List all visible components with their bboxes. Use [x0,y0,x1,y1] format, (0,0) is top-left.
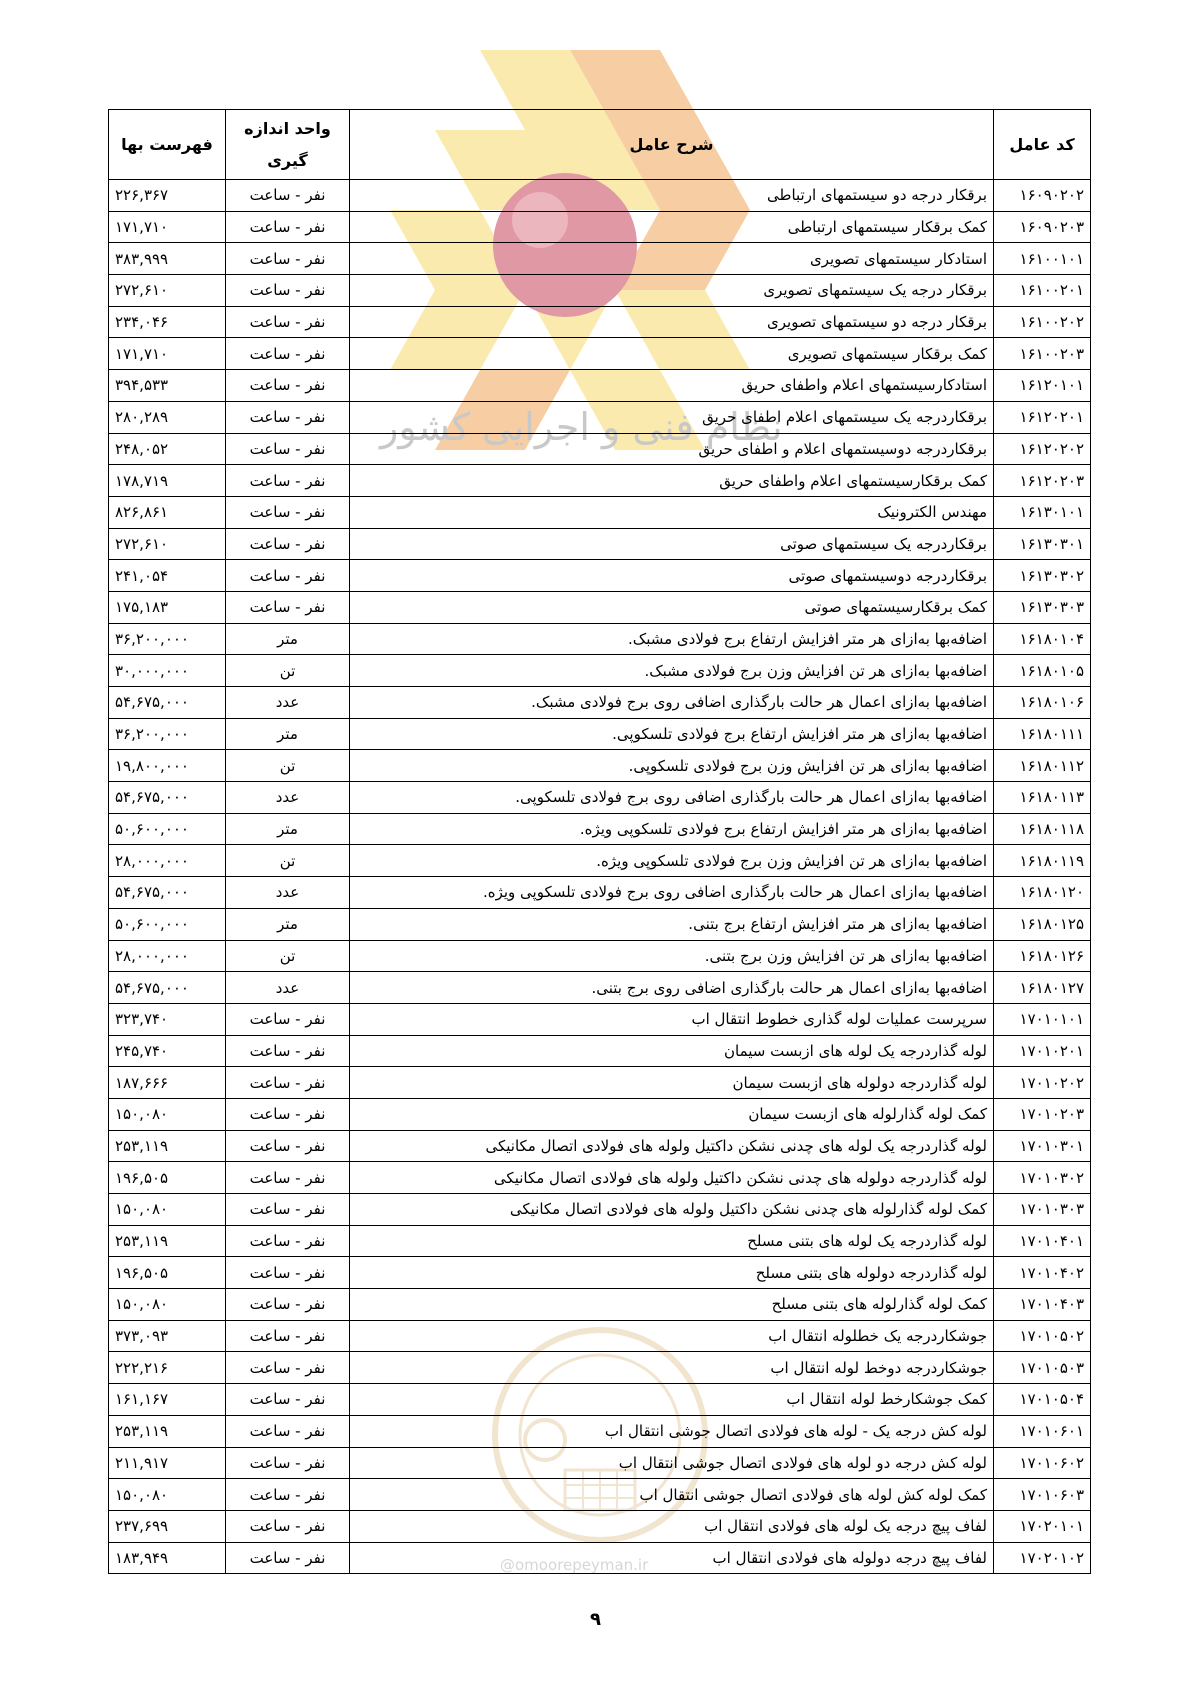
cell-code: ۱۶۱۲۰۲۰۲ [994,433,1091,465]
cell-code: ۱۷۰۱۰۵۰۲ [994,1320,1091,1352]
cell-desc: کمک لوله کش لوله های فولادی اتصال جوشی انتقال اب [350,1479,994,1511]
table-row [109,370,1091,402]
cell-price: ۳۷۳,۰۹۳ [109,1320,226,1352]
table-row [109,560,1091,592]
cell-desc: کمک برقکارسیستمهای صوتی [350,591,994,623]
table-row [109,655,1091,687]
cell-code: ۱۷۰۱۰۲۰۲ [994,1067,1091,1099]
watermark-url: @omoorepeyman.ir [500,1556,649,1574]
table-row [109,750,1091,782]
table-row [109,496,1091,528]
cell-code: ۱۷۰۱۰۶۰۲ [994,1447,1091,1479]
cell-desc: لوله گذاردرجه دولوله های بتنی مسلح [350,1257,994,1289]
cell-unit: نفر - ساعت [226,1542,350,1574]
cell-code: ۱۷۰۱۰۴۰۳ [994,1289,1091,1321]
table-row [109,1542,1091,1574]
cell-price: ۱۸۷,۶۶۶ [109,1067,226,1099]
table-row [109,433,1091,465]
cell-desc: اضافه‌بها به‌ازای هر تن افزایش وزن برج بتنی. [350,940,994,972]
cell-price: ۲۸,۰۰۰,۰۰۰ [109,845,226,877]
cell-desc: اضافه‌بها به‌ازای هر تن افزایش وزن برج فولادی مشبک. [350,655,994,687]
table-row [109,623,1091,655]
cell-price: ۲۲۶,۳۶۷ [109,180,226,212]
cell-unit: نفر - ساعت [226,591,350,623]
cell-code: ۱۶۱۸۰۱۱۸ [994,813,1091,845]
cell-unit: نفر - ساعت [226,465,350,497]
cell-unit: متر [226,813,350,845]
cell-desc: استادکار سیستمهای تصویری [350,243,994,275]
table-header-row [109,110,1091,180]
cell-code: ۱۶۰۹۰۲۰۲ [994,180,1091,212]
cell-desc: اضافه‌بها به‌ازای هر متر افزایش ارتفاع برج بتنی. [350,908,994,940]
cell-code: ۱۷۰۱۰۲۰۳ [994,1098,1091,1130]
cell-desc: لوله گذاردرجه یک لوله های چدنی نشکن داکتیل ولوله های فولادی اتصال مکانیکی [350,1130,994,1162]
table-row [109,591,1091,623]
cell-code: ۱۶۱۸۰۱۲۰ [994,877,1091,909]
page-number: ۹ [590,1609,601,1630]
cell-code: ۱۶۱۸۰۱۰۶ [994,687,1091,719]
cell-unit: نفر - ساعت [226,1130,350,1162]
cell-desc: اضافه‌بها به‌ازای اعمال هر حالت بارگذاری اضافی روی برج فولادی تلسکوپی. [350,782,994,814]
watermark-text: نظام فنی و اجرایی کشور [380,405,783,449]
cell-unit: نفر - ساعت [226,306,350,338]
cell-code: ۱۷۰۱۰۵۰۴ [994,1384,1091,1416]
cell-unit: نفر - ساعت [226,401,350,433]
cell-desc: برقکاردرجه یک سیستمهای اعلام اطفای حریق [350,401,994,433]
table-row [109,1003,1091,1035]
cell-code: ۱۶۱۲۰۱۰۱ [994,370,1091,402]
header-code: کد عامل [994,110,1091,180]
table-row [109,243,1091,275]
table-row [109,275,1091,307]
cell-price: ۱۷۱,۷۱۰ [109,338,226,370]
cell-price: ۵۰,۶۰۰,۰۰۰ [109,908,226,940]
table-row [109,401,1091,433]
table-row [109,877,1091,909]
cell-price: ۱۹۶,۵۰۵ [109,1257,226,1289]
cell-desc: کمک لوله گذارلوله های چدنی نشکن داکتیل ولوله های فولادی اتصال مکانیکی [350,1194,994,1226]
cell-price: ۲۴۵,۷۴۰ [109,1035,226,1067]
table-row [109,1130,1091,1162]
cell-code: ۱۷۰۱۰۳۰۱ [994,1130,1091,1162]
cell-unit: نفر - ساعت [226,528,350,560]
cell-code: ۱۷۰۱۰۴۰۲ [994,1257,1091,1289]
cell-unit: تن [226,940,350,972]
cell-desc: برقکار درجه دو سیستمهای تصویری [350,306,994,338]
cell-code: ۱۷۰۱۰۱۰۱ [994,1003,1091,1035]
price-list-table [108,109,1091,1574]
cell-unit: نفر - ساعت [226,1479,350,1511]
table-row [109,1510,1091,1542]
header-description: شرح عامل [350,110,994,180]
cell-code: ۱۷۰۱۰۳۰۲ [994,1162,1091,1194]
cell-desc: مهندس الکترونیک [350,496,994,528]
cell-price: ۱۸۳,۹۴۹ [109,1542,226,1574]
cell-desc: کمک برقکار سیستمهای ارتباطی [350,211,994,243]
cell-price: ۲۵۳,۱۱۹ [109,1225,226,1257]
cell-price: ۵۴,۶۷۵,۰۰۰ [109,972,226,1004]
cell-code: ۱۷۰۱۰۴۰۱ [994,1225,1091,1257]
cell-price: ۵۰,۶۰۰,۰۰۰ [109,813,226,845]
cell-unit: نفر - ساعت [226,370,350,402]
cell-code: ۱۶۱۸۰۱۱۳ [994,782,1091,814]
cell-desc: جوشکاردرجه یک خطلوله انتقال اب [350,1320,994,1352]
cell-desc: برقکاردرجه دوسیستمهای صوتی [350,560,994,592]
cell-price: ۱۷۱,۷۱۰ [109,211,226,243]
table-row [109,211,1091,243]
table-row [109,687,1091,719]
cell-price: ۳۶,۲۰۰,۰۰۰ [109,718,226,750]
cell-code: ۱۶۱۳۰۱۰۱ [994,496,1091,528]
cell-desc: کمک جوشکارخط لوله انتقال اب [350,1384,994,1416]
cell-price: ۳۸۳,۹۹۹ [109,243,226,275]
table-row [109,845,1091,877]
cell-unit: متر [226,623,350,655]
cell-code: ۱۶۱۸۰۱۰۴ [994,623,1091,655]
cell-code: ۱۷۰۱۰۳۰۳ [994,1194,1091,1226]
cell-unit: متر [226,908,350,940]
table-row [109,813,1091,845]
cell-desc: لوله گذاردرجه یک لوله های ازبست سیمان [350,1035,994,1067]
cell-code: ۱۶۱۸۰۱۲۶ [994,940,1091,972]
cell-unit: عدد [226,687,350,719]
cell-code: ۱۶۱۳۰۳۰۲ [994,560,1091,592]
cell-price: ۱۵۰,۰۸۰ [109,1479,226,1511]
cell-price: ۲۳۷,۶۹۹ [109,1510,226,1542]
cell-unit: تن [226,845,350,877]
cell-desc: جوشکاردرجه دوخط لوله انتقال اب [350,1352,994,1384]
cell-desc: اضافه‌بها به‌ازای هر متر افزایش ارتفاع برج فولادی مشبک. [350,623,994,655]
cell-code: ۱۷۰۱۰۲۰۱ [994,1035,1091,1067]
cell-code: ۱۶۱۳۰۳۰۳ [994,591,1091,623]
table-row [109,1447,1091,1479]
cell-unit: نفر - ساعت [226,1003,350,1035]
cell-unit: عدد [226,877,350,909]
header-price: فهرست بها [109,110,226,180]
cell-price: ۱۶۱,۱۶۷ [109,1384,226,1416]
cell-unit: عدد [226,972,350,1004]
cell-unit: نفر - ساعت [226,1067,350,1099]
cell-desc: اضافه‌بها به‌ازای اعمال هر حالت بارگذاری اضافی روی برج فولادی تلسکوپی ویژه. [350,877,994,909]
cell-unit: نفر - ساعت [226,1257,350,1289]
cell-desc: کمک لوله گذارلوله های ازبست سیمان [350,1098,994,1130]
cell-desc: اضافه‌بها به‌ازای هر متر افزایش ارتفاع برج فولادی تلسکوپی ویژه. [350,813,994,845]
cell-unit: نفر - ساعت [226,211,350,243]
cell-price: ۲۸۰,۲۸۹ [109,401,226,433]
cell-unit: نفر - ساعت [226,1035,350,1067]
table-row [109,528,1091,560]
cell-code: ۱۷۰۲۰۱۰۱ [994,1510,1091,1542]
cell-unit: متر [226,718,350,750]
cell-desc: لفاف پیچ درجه دولوله های فولادی انتقال اب [350,1542,994,1574]
cell-code: ۱۷۰۱۰۶۰۱ [994,1415,1091,1447]
cell-code: ۱۶۱۰۰۲۰۱ [994,275,1091,307]
cell-desc: برقکاردرجه یک سیستمهای صوتی [350,528,994,560]
cell-code: ۱۷۰۱۰۵۰۳ [994,1352,1091,1384]
cell-price: ۲۵۳,۱۱۹ [109,1130,226,1162]
cell-unit: تن [226,750,350,782]
cell-unit: نفر - ساعت [226,1384,350,1416]
cell-unit: نفر - ساعت [226,433,350,465]
cell-code: ۱۶۱۰۰۲۰۳ [994,338,1091,370]
cell-code: ۱۶۰۹۰۲۰۳ [994,211,1091,243]
table-row [109,1384,1091,1416]
table-row [109,908,1091,940]
cell-unit: نفر - ساعت [226,1194,350,1226]
cell-code: ۱۶۱۰۰۱۰۱ [994,243,1091,275]
cell-price: ۳۶,۲۰۰,۰۰۰ [109,623,226,655]
cell-code: ۱۶۱۸۰۱۱۲ [994,750,1091,782]
cell-desc: اضافه‌بها به‌ازای اعمال هر حالت بارگذاری اضافی روی برج فولادی مشبک. [350,687,994,719]
cell-unit: نفر - ساعت [226,1352,350,1384]
cell-desc: لوله کش درجه یک - لوله های فولادی اتصال جوشی انتقال اب [350,1415,994,1447]
cell-unit: نفر - ساعت [226,560,350,592]
cell-unit: نفر - ساعت [226,1225,350,1257]
cell-code: ۱۶۱۸۰۱۲۵ [994,908,1091,940]
table-row [109,1479,1091,1511]
cell-price: ۱۷۸,۷۱۹ [109,465,226,497]
cell-desc: لوله گذاردرجه دولوله های ازبست سیمان [350,1067,994,1099]
table-row [109,1320,1091,1352]
cell-unit: نفر - ساعت [226,180,350,212]
table-row [109,1415,1091,1447]
cell-desc: کمک برقکارسیستمهای اعلام واطفای حریق [350,465,994,497]
cell-unit: تن [226,655,350,687]
cell-desc: اضافه‌بها به‌ازای هر تن افزایش وزن برج فولادی تلسکوپی ویژه. [350,845,994,877]
cell-price: ۱۵۰,۰۸۰ [109,1098,226,1130]
cell-price: ۲۷۲,۶۱۰ [109,528,226,560]
cell-unit: نفر - ساعت [226,275,350,307]
cell-price: ۲۴۱,۰۵۴ [109,560,226,592]
cell-price: ۵۴,۶۷۵,۰۰۰ [109,687,226,719]
cell-desc: لفاف پیچ درجه یک لوله های فولادی انتقال اب [350,1510,994,1542]
table-row [109,1162,1091,1194]
cell-desc: استادکارسیستمهای اعلام واطفای حریق [350,370,994,402]
cell-price: ۱۷۵,۱۸۳ [109,591,226,623]
cell-price: ۲۳۴,۰۴۶ [109,306,226,338]
cell-code: ۱۶۱۸۰۱۰۵ [994,655,1091,687]
table-row [109,1257,1091,1289]
table-row [109,465,1091,497]
cell-unit: نفر - ساعت [226,1098,350,1130]
cell-price: ۲۴۸,۰۵۲ [109,433,226,465]
cell-desc: اضافه‌بها به‌ازای هر تن افزایش وزن برج فولادی تلسکوپی. [350,750,994,782]
cell-unit: نفر - ساعت [226,338,350,370]
cell-desc: اضافه‌بها به‌ازای اعمال هر حالت بارگذاری اضافی روی برج بتنی. [350,972,994,1004]
table-row [109,782,1091,814]
cell-price: ۱۵۰,۰۸۰ [109,1289,226,1321]
cell-code: ۱۷۰۱۰۶۰۳ [994,1479,1091,1511]
cell-code: ۱۶۱۰۰۲۰۲ [994,306,1091,338]
cell-desc: برقکار درجه یک سیستمهای تصویری [350,275,994,307]
cell-price: ۲۵۳,۱۱۹ [109,1415,226,1447]
cell-unit: نفر - ساعت [226,243,350,275]
cell-price: ۱۵۰,۰۸۰ [109,1194,226,1226]
cell-unit: نفر - ساعت [226,1510,350,1542]
table-row [109,1035,1091,1067]
cell-unit: نفر - ساعت [226,1162,350,1194]
cell-price: ۲۷۲,۶۱۰ [109,275,226,307]
cell-desc: سرپرست عملیات لوله گذاری خطوط انتقال اب [350,1003,994,1035]
cell-price: ۲۱۱,۹۱۷ [109,1447,226,1479]
cell-desc: کمک لوله گذارلوله های بتنی مسلح [350,1289,994,1321]
cell-price: ۲۲۲,۲۱۶ [109,1352,226,1384]
cell-desc: برقکار درجه دو سیستمهای ارتباطی [350,180,994,212]
cell-code: ۱۶۱۸۰۱۲۷ [994,972,1091,1004]
cell-code: ۱۷۰۲۰۱۰۲ [994,1542,1091,1574]
cell-desc: برقکاردرجه دوسیستمهای اعلام و اطفای حریق [350,433,994,465]
cell-code: ۱۶۱۸۰۱۱۱ [994,718,1091,750]
cell-code: ۱۶۱۳۰۳۰۱ [994,528,1091,560]
cell-desc: لوله کش درجه دو لوله های فولادی اتصال جوشی انتقال اب [350,1447,994,1479]
cell-desc: کمک برقکار سیستمهای تصویری [350,338,994,370]
table-row [109,1352,1091,1384]
header-unit: واحد اندازه گیری [226,110,350,180]
cell-code: ۱۶۱۲۰۲۰۱ [994,401,1091,433]
table-row [109,1225,1091,1257]
cell-unit: نفر - ساعت [226,1320,350,1352]
table-row [109,718,1091,750]
table-row [109,1194,1091,1226]
cell-unit: نفر - ساعت [226,1289,350,1321]
table-row [109,180,1091,212]
table-row [109,1067,1091,1099]
cell-price: ۳۰,۰۰۰,۰۰۰ [109,655,226,687]
cell-desc: لوله گذاردرجه یک لوله های بتنی مسلح [350,1225,994,1257]
cell-unit: نفر - ساعت [226,1447,350,1479]
table-row [109,306,1091,338]
cell-price: ۱۹,۸۰۰,۰۰۰ [109,750,226,782]
table-row [109,1098,1091,1130]
cell-price: ۳۹۴,۵۳۳ [109,370,226,402]
cell-unit: نفر - ساعت [226,1415,350,1447]
cell-desc: اضافه‌بها به‌ازای هر متر افزایش ارتفاع برج فولادی تلسکوپی. [350,718,994,750]
cell-unit: عدد [226,782,350,814]
cell-price: ۵۴,۶۷۵,۰۰۰ [109,782,226,814]
table-row [109,940,1091,972]
cell-code: ۱۶۱۸۰۱۱۹ [994,845,1091,877]
cell-desc: لوله گذاردرجه دولوله های چدنی نشکن داکتیل ولوله های فولادی اتصال مکانیکی [350,1162,994,1194]
cell-price: ۱۹۶,۵۰۵ [109,1162,226,1194]
table-row [109,338,1091,370]
table-row [109,1289,1091,1321]
cell-unit: نفر - ساعت [226,496,350,528]
cell-code: ۱۶۱۲۰۲۰۳ [994,465,1091,497]
cell-price: ۳۲۳,۷۴۰ [109,1003,226,1035]
cell-price: ۸۲۶,۸۶۱ [109,496,226,528]
cell-price: ۲۸,۰۰۰,۰۰۰ [109,940,226,972]
cell-price: ۵۴,۶۷۵,۰۰۰ [109,877,226,909]
table-row [109,972,1091,1004]
